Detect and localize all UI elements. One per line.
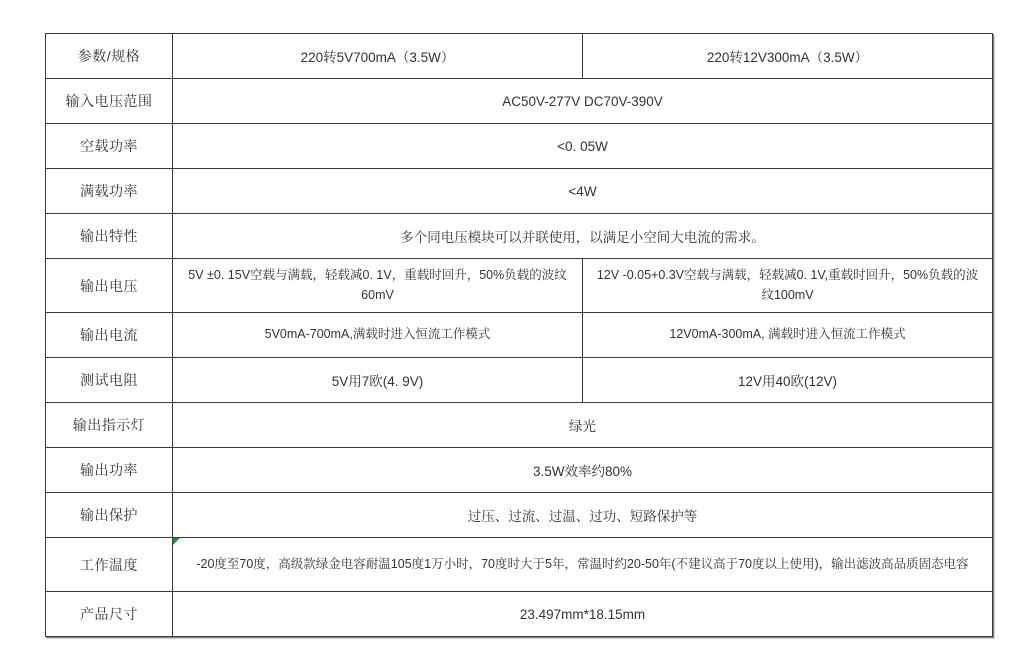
row-label: 输出特性 (46, 214, 173, 259)
spec-sheet (45, 33, 993, 637)
row-label: 空载功率 (46, 124, 173, 169)
row-label: 输出功率 (46, 448, 173, 493)
row-label: 测试电阻 (46, 358, 173, 403)
table-row-fullload-power (46, 169, 993, 214)
row-label: 输入电压范围 (46, 79, 173, 124)
cell-comment-marker-icon (173, 538, 180, 545)
spec-cell: <4W (173, 169, 993, 214)
table-row-test-resistor (46, 358, 993, 403)
spec-cell: 220转12V300mA（3.5W） (583, 34, 993, 79)
table-row-output-power (46, 448, 993, 493)
table-row-product-size (46, 592, 993, 637)
table-row-output-voltage (46, 259, 993, 313)
spec-cell: 220转5V700mA（3.5W） (173, 34, 583, 79)
table-row-params (46, 34, 993, 79)
table-row-input-voltage (46, 79, 993, 124)
spec-cell: 12V -0.05+0.3V空载与满载，轻载减0. 1V,重载时回升，50%负载的波纹100mV (583, 259, 993, 313)
spec-cell: 绿光 (173, 403, 993, 448)
table-row-output-current (46, 313, 993, 358)
spec-cell: <0. 05W (173, 124, 993, 169)
spec-cell: AC50V-277V DC70V-390V (173, 79, 993, 124)
row-label: 工作温度 (46, 538, 173, 592)
spec-cell: 5V0mA-700mA,满载时进入恒流工作模式 (173, 313, 583, 358)
spec-cell: 过压、过流、过温、过功、短路保护等 (173, 493, 993, 538)
row-label: 输出电流 (46, 313, 173, 358)
row-label: 输出电压 (46, 259, 173, 313)
spec-cell: 3.5W效率约80% (173, 448, 993, 493)
spec-cell: 5V用7欧(4. 9V) (173, 358, 583, 403)
spec-cell: 23.497mm*18.15mm (173, 592, 993, 637)
spec-cell (173, 538, 993, 592)
row-label: 产品尺寸 (46, 592, 173, 637)
table-row-indicator-led (46, 403, 993, 448)
product-spec-table (45, 33, 993, 637)
spec-cell-text: -20度至70度，高级款绿金电容耐温105度1万小时，70度时大于5年，常温时约20-50年(不建议高于70度以上使用)，输出滤波高品质固态电容 (196, 556, 969, 571)
spec-cell: 多个同电压模块可以并联使用，以满足小空间大电流的需求。 (173, 214, 993, 259)
table-row-output-protection (46, 493, 993, 538)
spec-cell: 5V ±0. 15V空载与满载，轻载减0. 1V，重载时回升，50%负载的波纹60mV (173, 259, 583, 313)
table-row-noload-power (46, 124, 993, 169)
row-label: 输出保护 (46, 493, 173, 538)
spec-cell: 12V用40欧(12V) (583, 358, 993, 403)
table-row-working-temperature (46, 538, 993, 592)
row-label: 输出指示灯 (46, 403, 173, 448)
row-label: 满载功率 (46, 169, 173, 214)
row-label: 参数/规格 (46, 34, 173, 79)
spec-cell: 12V0mA-300mA, 满载时进入恒流工作模式 (583, 313, 993, 358)
table-row-output-feature (46, 214, 993, 259)
